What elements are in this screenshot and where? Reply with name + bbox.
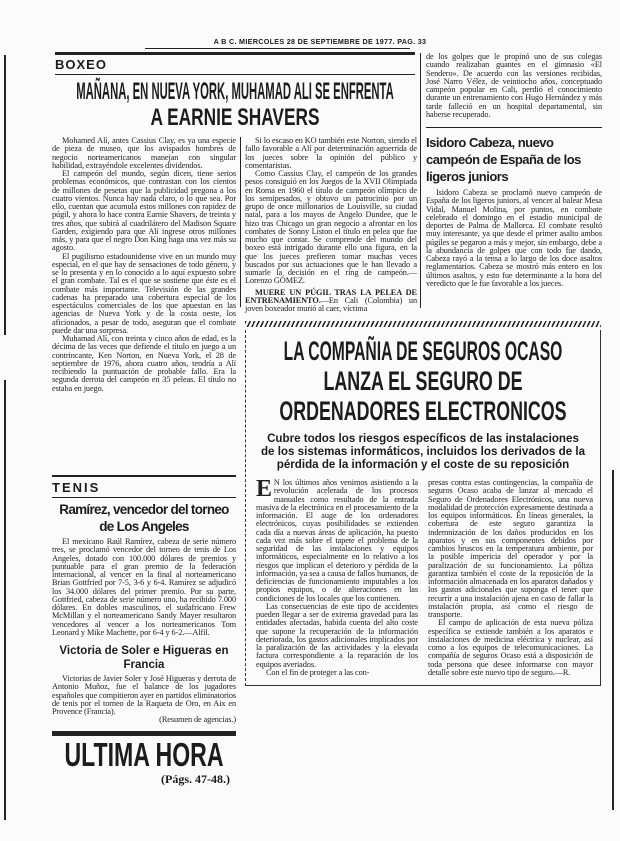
paragraph: El campeón del mundo, según dicen, tiene serios problemas económicos, que contrastan con los cientos de millones de pesetas que la publicidad pregona a los cuatro vientos. Nunca hay nada claro, o lo que sea. Por ello, cuentan que acumula estos millones con rapidez de púgil, y ahora lo hace contra Earnie Shavers, de treinta y tres años, que subirá al cuadrilátero del Madison Square Garden, exigiendo para que Alí ingrese otros millones más, y para que el negro Don King haga una vez más su agosto.	[52, 169, 236, 253]
paragraph: Mohamed Alí, antes Cassius Clay, es ya una especie de pieza de museo, que los avispados hombres de negocio norteamericanos manejan con singular habilidad, extrayéndole excelentes dividendos.	[52, 136, 236, 170]
separator-rule	[245, 321, 601, 327]
ali-article-col1	[52, 137, 236, 469]
ad-headline-line2: LANZA EL SEGURO DE	[323, 366, 523, 396]
ad-subtitle: Cubre todos los riesgos específicos de las instalaciones de los sistemas informáticos, incluidos los derivados de la pérdida de la información y el coste de su reposición	[260, 432, 586, 471]
section-label-tenis: TENIS	[52, 480, 101, 495]
paragraph: Como Cassius Clay, el campeón de los grandes pesos consiguió en los Juegos de la XVII Olimpiada en Roma en 1960 el título de campeón olímpico de los semipesados, y obtuvo un patrocinio por un grupo de once millonarios de Louisville, su ciudad natal, para a los mayos de Angelo Dundee, que le hizo tras Chicago un gran negocio a afrontar en los combates de Sonny Liston el título en pelea que fue mucho que contar. Se comprende del mundo del boxeo está intrigado durante ello una figura, en la que los jueces prefieren tomar muchas veces buscados por sus actuaciones que le han llevado a sumarle la decisión en el ring de campeón.—Lorenzo GÓMEZ.	[245, 169, 417, 286]
paragraph: Si lo escaso en KO también este Norton, siendo el fallo favorable a Alí por determinación aguerrida de los jueces sobre la opinión del público y comentaristas.	[245, 136, 417, 170]
soler-higueras-article	[52, 675, 236, 716]
agency-credit: (Resumen de agencias.)	[159, 715, 236, 725]
brief-lead: MUERE UN PÚGIL TRAS LA PELEA DE ENTRENAMIENTO.	[245, 287, 417, 305]
ali-column-2	[245, 137, 417, 313]
headline-isidoro: Isidoro Cabeza, nuevo campeón de España de los ligeros juniors	[426, 135, 581, 184]
ad-headline-line1: LA COMPAÑIA DE SEGUROS OCASO	[283, 336, 563, 366]
headline-ali-line1: MAÑANA, EN NUEVA YORK, MUHAMAD ALI SE ENFRENTA	[76, 78, 394, 105]
paragraph: Isidoro Cabeza se proclamó nuevo campeón de España de los ligeros juniors, al vencer al balear Mesa Vidal, Manuel Molina, por puntos, en combate celebrado el domingo en el estadio municipal de deportes de Palma de Mallorca. El combate resultó muy interesante, ya que desde el primer asalto ambos púgiles se pegaron a más y mejor, sin embargo, debe a la abundancia de golpes que con todo fue dando, Cabeza rayó a la tensa a lo largo de los doce asaltos reglamentarios. Cabeza se mostró más entero en los últimos asaltos, y esto fue determinante a la hora del veredicto que le fue favorable a los jueces.	[426, 188, 602, 288]
boxeo-top-rule	[55, 52, 415, 55]
paragraph: Victorias de Javier Soler y José Higueras y derrota de Antonio Muñoz, fue el balance de los jugadores españoles que compitieron ayer en partidos eliminatorios de tenis por el torneo de la Raqueta de Oro, en Aix en Provence (Francia).	[52, 674, 236, 716]
paragraph: presas contra estas contingencias, la compañía de seguros Ocaso acaba de lanzar al mercado el Seguro de Ordenadores Electrónicos, una nueva modalidad de protección expresamente destinada a los equipos informáticos. En líneas generales, la cobertura de este seguro garantiza la indemnización de los daños producidos en los aparatos y en sus componentes debidos por cambios bruscos en la temperatura ambiente, por la posible impericia del operador y por la paralización de su funcionamiento. La póliza garantiza también el coste de la reposición de la información almacenada en los aparatos dañados y los gastos adicionales que suponga el tener que recurrir a una instalación ajena en caso de fallar la instalación propia, así como el riesgo de transporte.	[428, 478, 593, 619]
ad-headline-line3: ORDENADORES ELECTRONICOS	[279, 396, 567, 426]
ad-headline-row	[246, 396, 600, 426]
running-head-rule	[145, 48, 410, 49]
drop-cap: E	[256, 476, 272, 502]
ultima-hora-title: ULTIMA HORA	[64, 735, 224, 773]
headline-soler-higueras: Victoria de Soler e Higueras en Francia	[59, 645, 229, 671]
ad-headline-row	[246, 366, 600, 396]
headline-ramirez: Ramírez, vencedor del torneo de Los Angeles	[59, 502, 229, 534]
boxer-death-continuation: de los golpes que le propinó uno de sus colegas cuando realizaban guantes en el gimnasio «El Sendero». De acuerdo con las versiones recibidas, José Narro Vélez, de veintiocho años, conceptuado campeón popular en Cali, perdió el conocimiento durante un entrenamiento con Hugo Hernández y más tarde falleció en un hospital departamental, sin haberse recuperado.	[426, 52, 602, 119]
paragraph: El campo de aplicación de esta nueva póliza específica se extiende también a los aparatos e instalaciones de medicina eléctrica y nuclear, así como a los equipos de telecomunicaciones. La compañía de seguros Ocaso está a disposición de toda persona que desee informarse con mayor detalle sobre este nuevo tipo de seguro.—R.	[428, 618, 593, 677]
paragraph: Las consecuencias de este tipo de accidentes pueden llegar a ser de extrema gravedad para las entidades afectadas, habida cuenta del alto coste que supone la recuperación de la información deteriorada, los gastos adicionales implicados por la paralización de las actividades y la elevada factura correspondiente a la reparación de los equipos averiados.	[256, 601, 418, 669]
paragraph: Muhamad Alí, con treinta y cinco años de edad, es la décima de las veces que defiende el título en juego a un contrincante, Ken Norton, en Nueva York, el 28 de septiembre de 1976, ahora cuatro años, tendría a Alí recibiendo la puntuación de probable fallo. Era la segunda derrota del campeón en 35 peleas. El título no estaba en juego.	[52, 334, 236, 393]
ali-article-col2	[245, 137, 417, 286]
divider	[426, 127, 602, 128]
running-head: A B C. MIERCOLES 28 DE SEPTIEMBRE DE 1977. PAG. 33	[213, 37, 427, 46]
ultima-hora-pages: (Págs. 47-48.)	[161, 771, 230, 786]
left-column	[52, 137, 236, 786]
boxeo-under-rule	[55, 74, 415, 75]
headline-ali-line2: A EARNIE SHAVERS	[150, 104, 320, 131]
ad-text-columns	[256, 476, 594, 677]
paragraph	[245, 289, 417, 314]
ad-headline-row	[246, 336, 600, 366]
column-rule	[240, 137, 241, 307]
paragraph: Con el fin de proteger a las con-	[266, 667, 370, 677]
paragraph: El mexicano Raúl Ramírez, cabeza de serie número tres, se proclamó vencedor del torneo de tenis de Los Angeles, dotado con 100.000 dólares de premios y puntuable para el gran premio de la federación internacional, al vencer en la final al norteamericano Brian Gottfried por 7-5, 3-6 y 6-4. Ramírez se adjudicó los 34.000 dólares del primer premio. Por su parte, Gottfried, cabeza de serie número uno, ha recibido 7.000 dólares. En dobles masculinos, el sudafricano Frew McMillan y el norteamericano Sandy Mayer resultaron vencedores al vencer a los norteamericanos Tom Leonard y Mike Machette, por 6-4 y 6-2.—Alfil.	[52, 537, 236, 637]
paragraph	[256, 476, 418, 603]
isidoro-article	[426, 189, 602, 288]
left-margin-line	[4, 380, 6, 820]
left-margin-line	[4, 55, 6, 335]
ultima-hora-wrap	[52, 736, 236, 772]
ramirez-article	[52, 538, 236, 637]
brief-boxer-death	[245, 289, 417, 314]
right-column	[426, 53, 602, 288]
right-margin-mark	[612, 470, 614, 810]
brief-text: —En Cali (Colombia) un joven boxeador murió al caer, víctima	[245, 295, 417, 313]
tenis-top-rule	[52, 475, 236, 477]
ad-text-col1	[256, 476, 418, 677]
section-label-boxeo: BOXEO	[55, 57, 107, 72]
ad-text-col2	[428, 479, 593, 677]
paragraph: El pugilismo estadounidense vive en un mundo muy especial, en el que hay de sensaciones de todo género, y se lo presenta y en lo conocido a lo aquí expuesto sobre el gran combate. Tal es el que se sostiene que éste es el combate más importante. Televisión de las grandes cadenas ha preparado una cobertura especial de los espectáculos comerciales de los que apuestan en las agencias de Nueva York y de la costa oeste, los aficionados, a pesar de todo, aseguran que el combate puede dar una sorpresa.	[52, 251, 236, 335]
column-rule	[420, 53, 421, 308]
paragraph-text: N los últimos años venimos asistiendo a la revolución acelerada de los procesos manuales como resultado de la entrada masiva de la electrónica en el procesamiento de la información. El auge de los ordenadores electrónicos, cuyas posibilidades se extienden cada día a nuevas áreas de aplicación, ha puesto cada vez más sobre el tapete el problema de la seguridad de las instalaciones y equipos informáticos, especialmente en lo relativo a los riesgos que implican el deterioro y pérdida de la información, ya sea a causa de fallos humanos, de deficiencias de funcionamiento imputables a los propios equipos, o de alteraciones en las condiciones de los locales que los contienen.	[256, 478, 418, 603]
tenis-under-rule	[52, 497, 236, 498]
ocaso-ad-box	[245, 330, 601, 686]
